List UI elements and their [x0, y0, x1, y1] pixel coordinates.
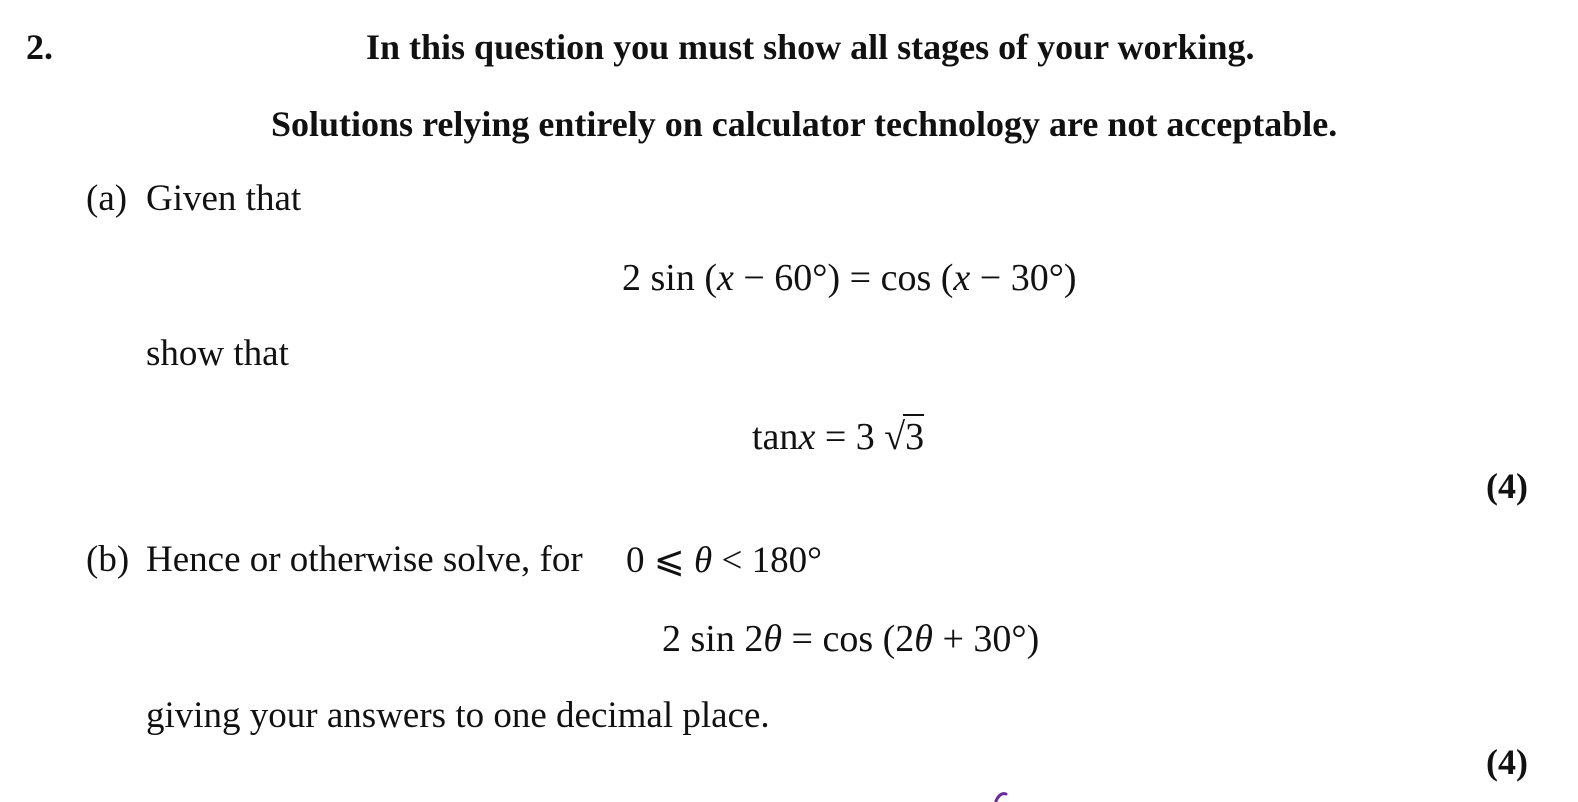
eq-a-pre: 2 sin (	[622, 257, 717, 299]
part-a-label: (a)	[86, 178, 128, 219]
instruction-line-2: Solutions relying entirely on calculator technology are not acceptable.	[271, 104, 1338, 144]
eq-a-var2: x	[953, 257, 971, 299]
part-a-show-text: show that	[146, 333, 289, 374]
part-b-intro: Hence or otherwise solve, for	[146, 539, 583, 580]
square-root	[884, 415, 924, 459]
eq-result-var: x	[798, 416, 816, 458]
eq-b-pre: 2 sin 2	[662, 618, 764, 660]
range-pre: 0 ⩽	[626, 540, 695, 581]
question-number: 2.	[26, 27, 53, 67]
eq-b-post: + 30°)	[932, 618, 1040, 660]
part-a-given-equation	[622, 256, 1077, 300]
part-b-outro: giving your answers to one decimal place.	[146, 695, 770, 736]
eq-b-mid: = cos (2	[782, 618, 915, 660]
eq-a-post: − 30°)	[970, 257, 1077, 299]
range-var: θ	[694, 540, 713, 581]
eq-result-mid: = 3	[815, 416, 885, 458]
eq-b-var: θ	[763, 618, 783, 660]
eq-a-mid: − 60°) = cos (	[733, 257, 954, 299]
radical-sign: √	[884, 416, 906, 458]
part-b-range	[626, 538, 822, 582]
part-a-marks: (4)	[1486, 466, 1528, 506]
eq-b-var2: θ	[914, 618, 933, 660]
part-a-result-equation	[752, 415, 924, 459]
radicand: 3	[905, 416, 925, 458]
part-b-marks: (4)	[1486, 742, 1528, 782]
part-b-equation	[662, 617, 1039, 661]
part-a-intro: Given that	[146, 178, 302, 219]
eq-result-pre: tan	[752, 416, 799, 458]
instruction-line-1: In this question you must show all stages of your working.	[366, 27, 1255, 67]
pen-mark-icon	[994, 790, 1008, 802]
part-b-label: (b)	[86, 539, 130, 580]
range-post: < 180°	[712, 540, 822, 581]
eq-a-var: x	[717, 257, 734, 299]
